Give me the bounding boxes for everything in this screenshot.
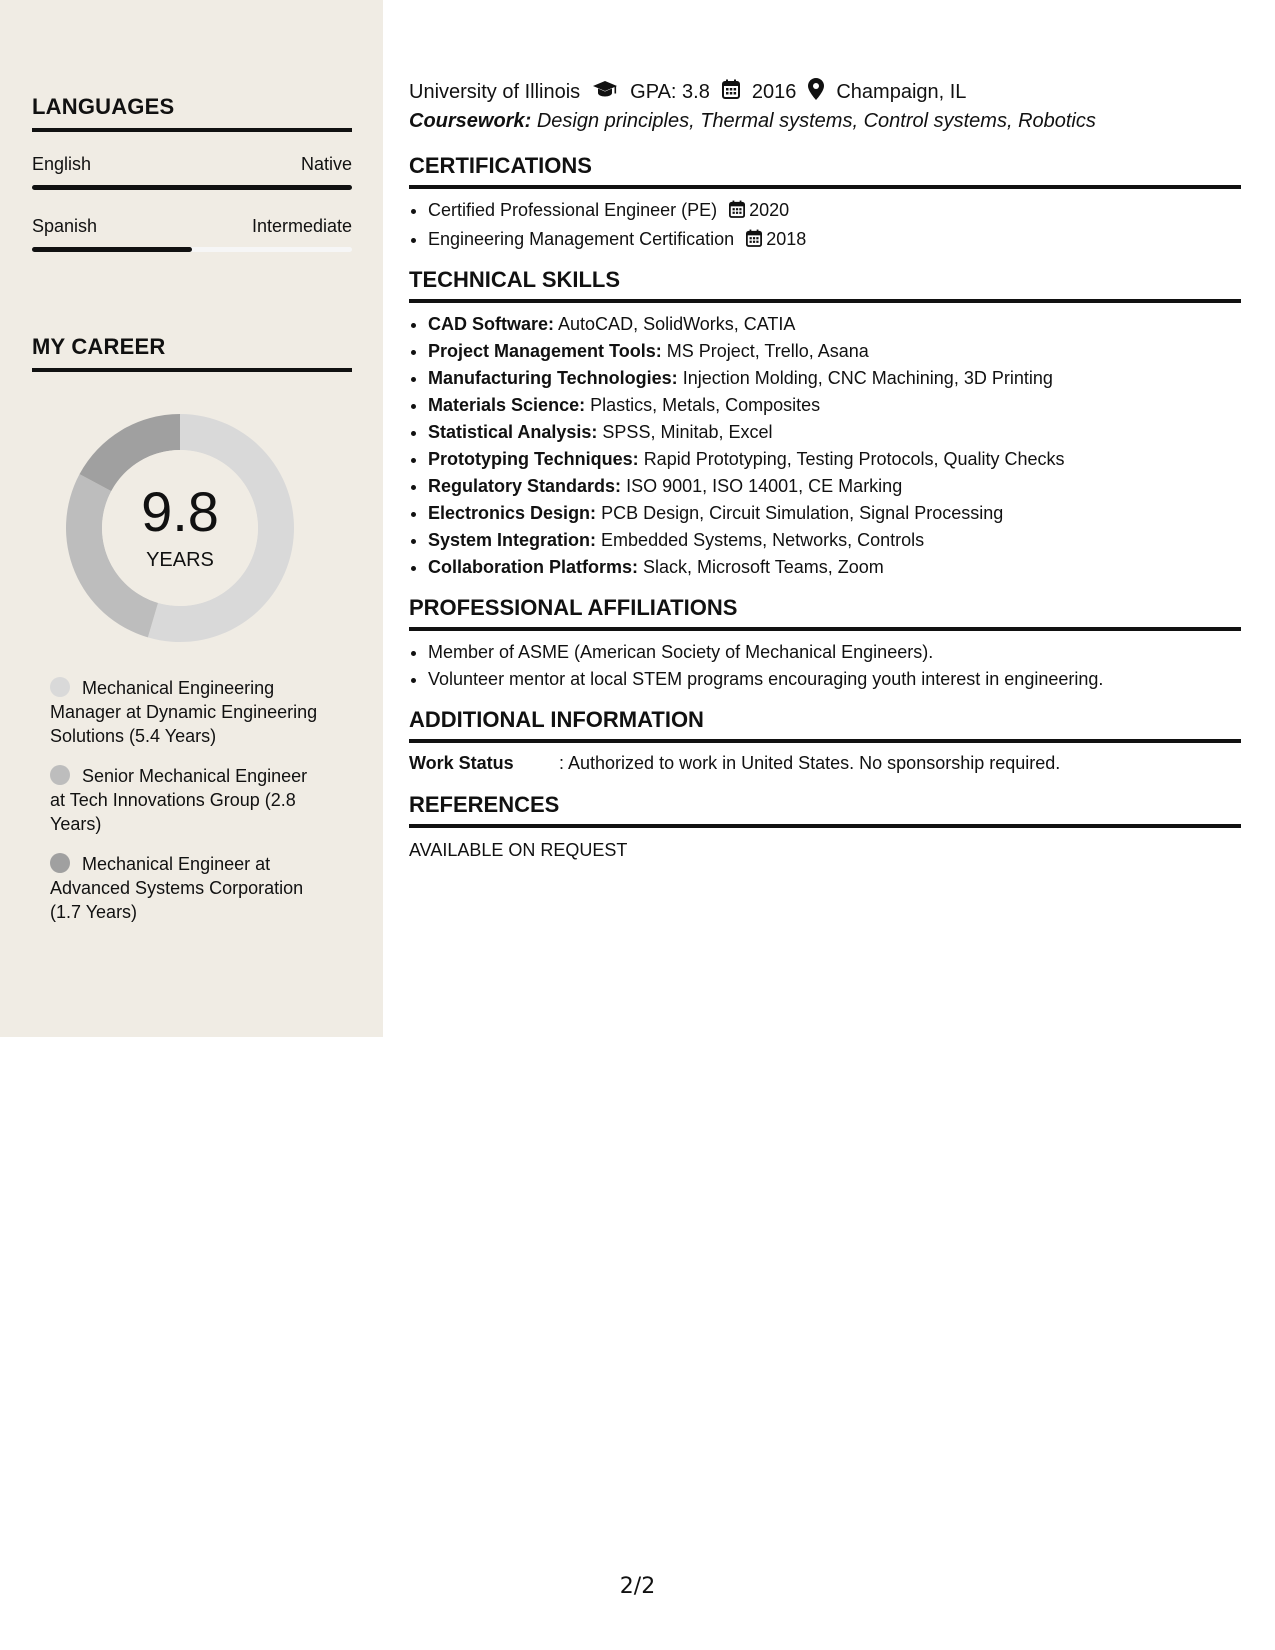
career-total <box>66 414 294 642</box>
career-role: Mechanical Engineer at Advanced Systems Corporation (1.7 Years) <box>50 854 304 922</box>
skill-value: Rapid Prototyping, Testing Protocols, Quality Checks <box>643 449 1065 469</box>
skill-label: Manufacturing Technologies: <box>428 368 678 388</box>
skill-item <box>428 500 1241 527</box>
affiliations-list <box>409 639 1241 693</box>
skill-item <box>428 446 1241 473</box>
career-legend-item <box>50 676 320 748</box>
language-level: Native <box>300 154 352 174</box>
skill-item <box>428 365 1241 392</box>
career-legend-item <box>50 764 320 836</box>
main-content <box>409 78 1241 861</box>
education-line <box>409 78 1241 106</box>
career-heading: MY CAREER <box>32 334 352 372</box>
work-status-value: : Authorized to work in United States. No sponsorship required. <box>559 753 1061 773</box>
language-name: English <box>32 154 92 174</box>
certifications-list <box>409 197 1241 255</box>
language-proficiency-fill <box>32 247 192 252</box>
skill-value: AutoCAD, SolidWorks, CATIA <box>558 314 796 334</box>
skill-value: Slack, Microsoft Teams, Zoom <box>643 557 884 577</box>
skill-value: PCB Design, Circuit Simulation, Signal Processing <box>601 503 1004 523</box>
skill-item <box>428 419 1241 446</box>
skill-label: CAD Software: <box>428 314 555 334</box>
skill-label: Prototyping Techniques: <box>428 449 639 469</box>
skills-list <box>409 311 1241 581</box>
page-number: 2/2 <box>619 1574 656 1599</box>
certification-year: 2020 <box>749 200 790 220</box>
career-total-value: 9.8 <box>141 480 219 543</box>
work-status-row <box>409 753 1241 774</box>
language-proficiency-bar <box>32 185 352 190</box>
skill-item <box>428 473 1241 500</box>
references-section <box>409 792 1241 861</box>
school-name: University of Illinois <box>409 80 581 103</box>
skill-label: Electronics Design: <box>428 503 597 523</box>
affiliations-section <box>409 595 1241 693</box>
career-role: Senior Mechanical Engineer at Tech Innovations Group (2.8 Years) <box>50 766 308 834</box>
certification-item <box>428 226 1241 255</box>
language-proficiency-bar <box>32 247 352 252</box>
work-status-label: Work Status <box>409 753 514 773</box>
skill-label: Project Management Tools: <box>428 341 662 361</box>
calendar-icon <box>722 79 740 105</box>
legend-dot-icon <box>50 677 70 697</box>
career-donut-chart <box>66 414 294 642</box>
skills-section <box>409 267 1241 581</box>
coursework-line <box>409 110 1241 133</box>
map-pin-icon <box>808 78 824 106</box>
calendar-icon <box>746 228 762 255</box>
skill-label: Statistical Analysis: <box>428 422 598 442</box>
additional-info-heading: ADDITIONAL INFORMATION <box>409 707 1241 743</box>
skill-item <box>428 527 1241 554</box>
certifications-heading: CERTIFICATIONS <box>409 153 1241 189</box>
skill-value: ISO 9001, ISO 14001, CE Marking <box>626 476 903 496</box>
coursework-list: Design principles, Thermal systems, Control systems, Robotics <box>536 110 1096 132</box>
school-location: Champaign, IL <box>836 80 967 103</box>
career-role: Mechanical Engineering Manager at Dynamic Engineering Solutions (5.4 Years) <box>50 678 318 746</box>
additional-info-section <box>409 707 1241 774</box>
language-level: Intermediate <box>251 216 352 236</box>
graduation-year: 2016 <box>751 80 797 103</box>
calendar-icon <box>729 199 745 226</box>
certification-name: Certified Professional Engineer (PE) <box>428 200 718 220</box>
languages-section <box>32 94 352 252</box>
affiliation-item: • Volunteer mentor at local STEM programs encouraging youth interest in engineering. <box>428 666 1241 693</box>
language-row <box>32 154 352 175</box>
skill-label: Regulatory Standards: <box>428 476 622 496</box>
skill-label: System Integration: <box>428 530 597 550</box>
education-entry <box>409 78 1241 133</box>
skill-item <box>428 338 1241 365</box>
skill-value: MS Project, Trello, Asana <box>666 341 869 361</box>
skill-item <box>428 311 1241 338</box>
skill-value: SPSS, Minitab, Excel <box>602 422 773 442</box>
skill-value: Embedded Systems, Networks, Controls <box>601 530 925 550</box>
legend-dot-icon <box>50 853 70 873</box>
certification-year: 2018 <box>766 229 807 249</box>
skill-label: Collaboration Platforms: <box>428 557 639 577</box>
career-legend-item <box>50 852 320 924</box>
certification-name: Engineering Management Certification <box>428 229 735 249</box>
career-total-unit: YEARS <box>146 549 214 571</box>
career-section <box>32 334 352 372</box>
certification-item <box>428 197 1241 226</box>
career-legend <box>50 676 320 940</box>
skill-item <box>428 554 1241 581</box>
certifications-section <box>409 153 1241 255</box>
skill-value: Injection Molding, CNC Machining, 3D Printing <box>682 368 1053 388</box>
references-text: AVAILABLE ON REQUEST <box>409 840 628 860</box>
language-proficiency-fill <box>32 185 352 190</box>
language-item <box>32 154 352 190</box>
skill-label: Materials Science: <box>428 395 586 415</box>
references-heading: REFERENCES <box>409 792 1241 828</box>
legend-dot-icon <box>50 765 70 785</box>
sidebar <box>0 0 383 1037</box>
graduation-cap-icon <box>592 79 618 105</box>
skills-heading: TECHNICAL SKILLS <box>409 267 1241 303</box>
gpa: GPA: 3.8 <box>630 80 710 103</box>
skill-item <box>428 392 1241 419</box>
coursework-label: Coursework: <box>409 110 532 132</box>
language-item <box>32 216 352 252</box>
affiliation-item: • Member of ASME (American Society of Mechanical Engineers). <box>428 639 1241 666</box>
affiliations-heading: PROFESSIONAL AFFILIATIONS <box>409 595 1241 631</box>
language-row <box>32 216 352 237</box>
language-name: Spanish <box>32 216 98 236</box>
skill-value: Plastics, Metals, Composites <box>590 395 821 415</box>
languages-heading: LANGUAGES <box>32 94 352 132</box>
